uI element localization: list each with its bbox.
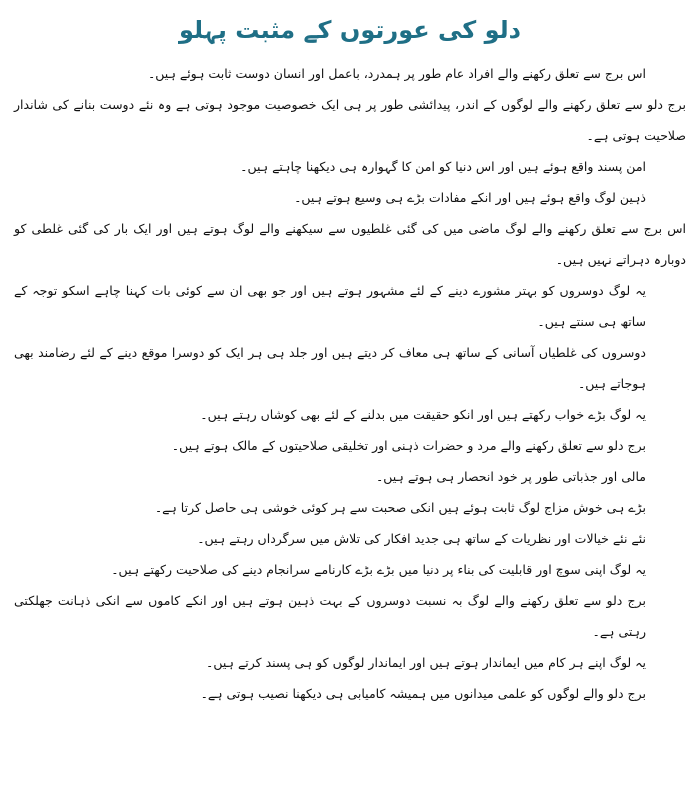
paragraph-4: ذہین لوگ واقع ہوئے ہیں اور انکے مفادات بڑے ہی وسیع ہوتے ہیں۔: [294, 190, 646, 205]
article-body: [14, 58, 686, 709]
paragraph-16: برج دلو والے لوگوں کو علمی میدانوں میں ہمیشہ کامیابی ہی دیکھنا نصیب ہوتی ہے۔: [200, 686, 646, 701]
paragraph-2: برج دلو سے تعلق رکھنے والے لوگوں کے اندر، پیدائشی طور پر ہی ایک خصوصیت موجود ہوتی ہے وہ نئے دوست بنانے کی شاندار صلاحیت ہوتی ہے۔: [14, 97, 686, 143]
paragraph-14: برج دلو سے تعلق رکھنے والے لوگ بہ نسبت دوسروں کے بہت ذہین ہوتے ہیں اور انکے کاموں سے انکی ذہانت جھلکتی رہتی ہے۔: [14, 593, 646, 639]
paragraph-7: دوسروں کی غلطیاں آسانی کے ساتھ ہی معاف کر دیتے ہیں اور جلد ہی ہر ایک کو دوسرا موقع دینے کے لئے رضامند بھی ہوجاتے ہیں۔: [14, 345, 646, 391]
page-title: دلو کی عورتوں کے مثبت پہلو: [179, 16, 521, 44]
paragraph-5: اس برج سے تعلق رکھنے والے لوگ ماضی میں کی گئی غلطیوں سے سیکھنے والے لوگ ہوتے ہیں اور ایک بار کی گئی غلطی کو دوبارہ دہراتے نہیں ہیں۔: [14, 221, 686, 267]
paragraph-12: نئے نئے خیالات اور نظریات کے ساتھ ہی جدید افکار کی تلاش میں سرگرداں رہتے ہیں۔: [197, 531, 646, 546]
paragraph-11: بڑے ہی خوش مزاج لوگ ثابت ہوئے ہیں انکی صحبت سے ہر کوئی خوشی ہی حاصل کرتا ہے۔: [154, 500, 646, 515]
paragraph-10: مالی اور جذباتی طور پر خود انحصار ہی ہوتے ہیں۔: [375, 469, 646, 484]
paragraph-8: یہ لوگ بڑے خواب رکھتے ہیں اور انکو حقیقت میں بدلنے کے لئے بھی کوشاں رہتے ہیں۔: [200, 407, 646, 422]
paragraph-15: یہ لوگ اپنے ہر کام میں ایماندار ہوتے ہیں اور ایماندار لوگوں کو ہی پسند کرتے ہیں۔: [206, 655, 646, 670]
paragraph-6: یہ لوگ دوسروں کو بہتر مشورے دینے کے لئے مشہور ہوتے ہیں اور جو بھی ان سے کوئی بات کہنا چاہے اسکو توجہ کے ساتھ ہی سنتے ہیں۔: [14, 283, 646, 329]
paragraph-9: برج دلو سے تعلق رکھنے والے مرد و حضرات ذہنی اور تخلیقی صلاحیتوں کے مالک ہوتے ہیں۔: [171, 438, 646, 453]
paragraph-1: اس برج سے تعلق رکھنے والے افراد عام طور پر ہمدرد، باعمل اور انسان دوست ثابت ہوئے ہیں۔: [147, 66, 646, 81]
paragraph-3: امن پسند واقع ہوئے ہیں اور اس دنیا کو امن کا گہوارہ ہی دیکھنا چاہتے ہیں۔: [240, 159, 646, 174]
paragraph-13: یہ لوگ اپنی سوچ اور قابلیت کی بناء پر دنیا میں بڑے بڑے کارنامے سرانجام دینے کی صلاحیت رکھتے ہیں۔: [111, 562, 646, 577]
